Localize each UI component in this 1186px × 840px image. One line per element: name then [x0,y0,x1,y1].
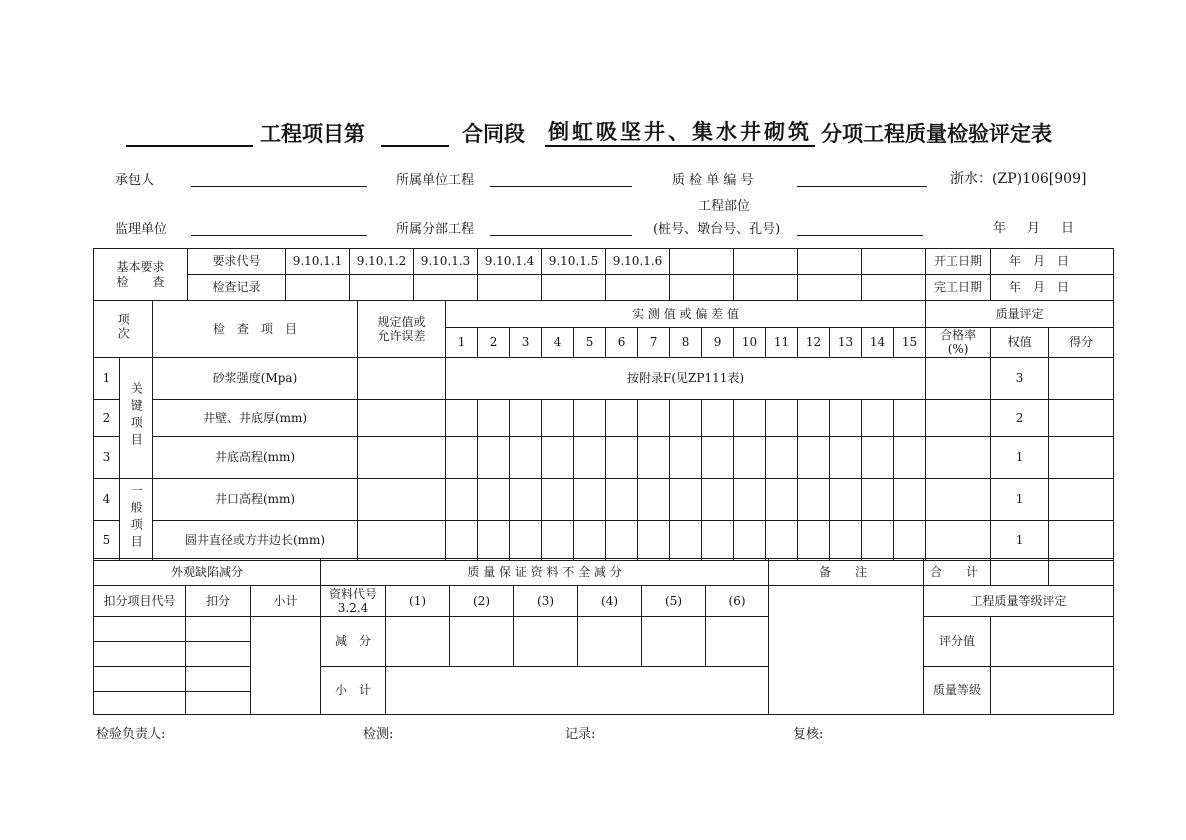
finish-date-label: 完工日期 [926,275,991,301]
score-cell[interactable] [1049,478,1114,520]
measured-cell[interactable] [446,399,478,436]
deduct-code-cell[interactable] [94,667,186,692]
measured-cell[interactable] [510,436,542,478]
check-item-name: 砂浆强度(Mpa) [153,357,358,399]
supervisor-input[interactable] [191,219,367,236]
req-code-cell: 9.10.1.1 [286,249,350,275]
measured-cell[interactable] [638,399,670,436]
unit-project-label: 所属单位工程 [396,173,475,188]
spec-cell[interactable] [358,478,446,520]
title-blank-contract-no[interactable] [381,121,449,147]
qc-sheet-no-label: 质 检 单 编 号 [672,173,754,188]
division-project-input[interactable] [490,219,632,236]
measure-col-no: 8 [670,328,702,358]
check-record-cell[interactable] [286,275,350,301]
weight-cell: 2 [991,399,1049,436]
total-value-cell[interactable] [1049,559,1114,586]
measure-col-no: 13 [830,328,862,358]
col-header-check-item: 检 查 项 目 [153,301,358,358]
doc-code: 浙水：(ZP)106[909] [950,171,1087,187]
remark-cell[interactable] [769,586,924,715]
check-items-table [93,300,1114,561]
project-part-label: 工程部位 [698,199,751,214]
col-header-pass-rate: 合格率 (%) [926,328,991,358]
deduct-code-label: 扣分项目代号 [94,586,186,617]
measured-cell[interactable] [510,478,542,520]
measure-col-no: 14 [862,328,894,358]
unit-project-input[interactable] [490,170,632,187]
measured-cell[interactable] [766,520,798,560]
measured-cell[interactable] [670,520,702,560]
title-blank-project-name[interactable] [126,121,253,147]
measure-col-no: 6 [606,328,638,358]
measured-cell[interactable] [830,520,862,560]
measured-cell[interactable] [862,436,894,478]
req-code-cell: 9.10.1.2 [350,249,414,275]
measured-cell[interactable] [798,520,830,560]
check-record-cell[interactable] [414,275,478,301]
measured-cell[interactable] [446,520,478,560]
division-project-label: 所属分部工程 [396,222,475,237]
deduct-code-cell[interactable] [94,692,186,715]
measured-cell[interactable] [542,520,574,560]
measured-cell[interactable] [542,399,574,436]
qa-col-label: (2) [450,586,514,617]
req-code-cell: 9.10.1.3 [414,249,478,275]
tester-label: 检测: [363,727,394,742]
measured-cell[interactable] [606,478,638,520]
deduct-value-cell[interactable] [186,642,251,667]
measure-col-no: 11 [766,328,798,358]
deduct-code-cell[interactable] [94,642,186,667]
qa-minus-cell[interactable] [578,617,642,667]
measure-col-no: 2 [478,328,510,358]
qa-deduction-title: 质 量 保 证 资 料 不 全 减 分 [321,559,769,586]
measured-cell[interactable] [734,399,766,436]
req-code-cell: 9.10.1.5 [542,249,606,275]
qa-sum-cell[interactable] [386,667,769,715]
req-code-label: 要求代号 [188,249,286,275]
inspector-label: 检验负责人: [96,727,166,742]
supervisor-label: 监理单位 [115,222,168,237]
measured-cell[interactable] [830,478,862,520]
score-cell[interactable] [1049,399,1114,436]
check-record-cell[interactable] [734,275,798,301]
pass-rate-cell[interactable] [926,478,991,520]
measured-cell[interactable] [798,436,830,478]
measured-cell[interactable] [702,478,734,520]
measured-cell[interactable] [446,436,478,478]
pass-rate-cell[interactable] [926,399,991,436]
contractor-input[interactable] [191,170,367,187]
deduct-value-cell[interactable] [186,692,251,715]
col-header-quality-eval: 质量评定 [926,301,1114,328]
reviewer-label: 复核: [793,727,824,742]
row-no: 4 [94,478,120,520]
spec-cell[interactable] [358,520,446,560]
total-value-cell[interactable] [991,559,1049,586]
measured-cell[interactable] [766,399,798,436]
measure-col-no: 3 [510,328,542,358]
col-header-weight: 权值 [991,328,1049,358]
group-label-general-items: 一般项目 [120,478,153,560]
grade-section-title: 工程质量等级评定 [924,586,1114,617]
title-subproject-name: 倒虹吸坚井、集水井砌筑 [545,119,815,147]
measured-cell[interactable] [830,399,862,436]
qa-minus-cell[interactable] [450,617,514,667]
measured-cell[interactable] [702,399,734,436]
stake-number-label: (桩号、墩台号、孔号) [653,222,781,237]
req-code-cell[interactable] [862,249,926,275]
measured-cell[interactable] [702,520,734,560]
measure-col-no: 1 [446,328,478,358]
measure-col-no: 12 [798,328,830,358]
measured-cell[interactable] [830,436,862,478]
measured-cell[interactable] [478,478,510,520]
check-item-name: 井底高程(mm) [153,436,358,478]
start-date-label: 开工日期 [926,249,991,275]
score-cell[interactable] [1049,520,1114,560]
measured-cell[interactable] [574,478,606,520]
deduction-table [93,558,1114,715]
measured-cell[interactable] [478,399,510,436]
deduct-label: 扣分 [186,586,251,617]
measured-cell[interactable] [574,436,606,478]
col-header-score: 得分 [1049,328,1114,358]
grade-level-value[interactable] [991,667,1114,715]
measured-cell[interactable] [894,436,926,478]
measured-cell[interactable] [670,478,702,520]
measure-col-no: 10 [734,328,766,358]
check-record-cell[interactable] [670,275,734,301]
pass-rate-cell[interactable] [926,357,991,399]
measured-cell[interactable] [606,436,638,478]
measured-cell[interactable] [510,520,542,560]
measured-cell[interactable] [862,399,894,436]
appearance-deduction-title: 外观缺陷减分 [94,559,321,586]
measured-cell[interactable] [894,520,926,560]
measure-col-no: 5 [574,328,606,358]
spec-cell[interactable] [358,436,446,478]
col-header-spec: 规定值或 允许误差 [358,301,446,358]
row-no: 2 [94,399,120,436]
measured-cell[interactable] [542,436,574,478]
title-seg3: 分项工程质量检验评定表 [821,122,1052,146]
contractor-label: 承包人 [115,173,155,188]
check-item-name: 圆井直径或方井边长(mm) [153,520,358,560]
title-seg1: 工程项目第 [260,122,365,146]
measured-cell[interactable] [766,436,798,478]
measured-cell[interactable] [478,520,510,560]
measured-cell[interactable] [862,520,894,560]
deduct-subtotal-label: 小计 [251,586,321,617]
qa-col-label: (4) [578,586,642,617]
grade-score-label: 评分值 [924,617,991,667]
stake-number-input[interactable] [797,219,923,236]
basic-check-label: 基本要求 检 查 [94,249,188,301]
measured-cell[interactable] [734,478,766,520]
qa-minus-cell[interactable] [642,617,706,667]
spec-cell[interactable] [358,357,446,399]
row-no: 3 [94,436,120,478]
qa-col-label: (5) [642,586,706,617]
req-code-cell[interactable] [734,249,798,275]
row-no: 1 [94,357,120,399]
measured-cell[interactable] [574,399,606,436]
total-label: 合 计 [924,559,991,586]
measured-cell[interactable] [606,520,638,560]
req-code-cell[interactable] [670,249,734,275]
req-code-cell[interactable] [798,249,862,275]
row-no: 5 [94,520,120,560]
measured-cell[interactable] [702,436,734,478]
check-item-name: 井壁、井底厚(mm) [153,399,358,436]
qa-col-label: (6) [706,586,769,617]
spec-cell[interactable] [358,399,446,436]
qa-minus-cell[interactable] [706,617,769,667]
check-record-cell[interactable] [862,275,926,301]
recorder-label: 记录: [565,727,596,742]
measured-cell[interactable] [798,399,830,436]
qc-sheet-no-input[interactable] [797,170,927,187]
form-title [93,119,1113,147]
measure-col-no: 7 [638,328,670,358]
check-item-name: 井口高程(mm) [153,478,358,520]
measure-col-no: 15 [894,328,926,358]
title-seg2: 合同段 [462,122,525,146]
measured-cell[interactable] [862,478,894,520]
group-label-key-items: 关键项目 [120,357,153,478]
qa-minus-cell[interactable] [386,617,450,667]
measured-cell[interactable] [638,478,670,520]
measured-cell[interactable] [766,478,798,520]
req-code-cell: 9.10.1.6 [606,249,670,275]
weight-cell: 1 [991,520,1049,560]
qa-minus-cell[interactable] [514,617,578,667]
deduct-subtotal-cell[interactable] [251,617,321,715]
check-record-cell[interactable] [350,275,414,301]
weight-cell: 3 [991,357,1049,399]
remark-label: 备 注 [769,559,924,586]
measured-cell[interactable] [606,399,638,436]
measured-cell[interactable] [894,399,926,436]
score-cell[interactable] [1049,436,1114,478]
measured-cell[interactable] [670,399,702,436]
basic-requirements-table [93,248,1114,301]
finish-date-value[interactable]: 年 月 日 [991,275,1114,301]
header-date-placeholder: 年 月 日 [993,221,1079,236]
measured-cell[interactable] [638,520,670,560]
col-header-measured: 实 测 值 或 偏 差 值 [446,301,926,328]
measured-cell[interactable] [574,520,606,560]
qa-col-label: (1) [386,586,450,617]
measured-cell[interactable] [446,478,478,520]
measured-cell[interactable] [670,436,702,478]
grade-level-label: 质量等级 [924,667,991,715]
qa-minus-label: 减 分 [321,617,386,667]
measured-cell[interactable] [734,520,766,560]
measure-col-no: 9 [702,328,734,358]
deduct-code-cell[interactable] [94,617,186,642]
measured-cell[interactable] [542,478,574,520]
measured-cell[interactable] [478,436,510,478]
measured-cell[interactable] [894,478,926,520]
measured-note-cell: 按附录F(见ZP111表) [446,357,926,399]
check-record-cell[interactable] [606,275,670,301]
weight-cell: 1 [991,478,1049,520]
weight-cell: 1 [991,436,1049,478]
data-code-label: 资料代号 3.2.4 [321,586,386,617]
score-cell[interactable] [1049,357,1114,399]
grade-score-value[interactable] [991,617,1114,667]
measured-cell[interactable] [798,478,830,520]
qa-col-label: (3) [514,586,578,617]
check-record-cell[interactable] [798,275,862,301]
qa-sum-label: 小 计 [321,667,386,715]
col-header-item-no: 项次 [94,301,153,358]
pass-rate-cell[interactable] [926,436,991,478]
pass-rate-cell[interactable] [926,520,991,560]
check-record-label: 检查记录 [188,275,286,301]
measured-cell[interactable] [734,436,766,478]
check-record-cell[interactable] [478,275,542,301]
req-code-cell: 9.10.1.4 [478,249,542,275]
start-date-value[interactable]: 年 月 日 [991,249,1114,275]
measured-cell[interactable] [638,436,670,478]
deduct-value-cell[interactable] [186,667,251,692]
measured-cell[interactable] [510,399,542,436]
check-record-cell[interactable] [542,275,606,301]
deduct-value-cell[interactable] [186,617,251,642]
measure-col-no: 4 [542,328,574,358]
